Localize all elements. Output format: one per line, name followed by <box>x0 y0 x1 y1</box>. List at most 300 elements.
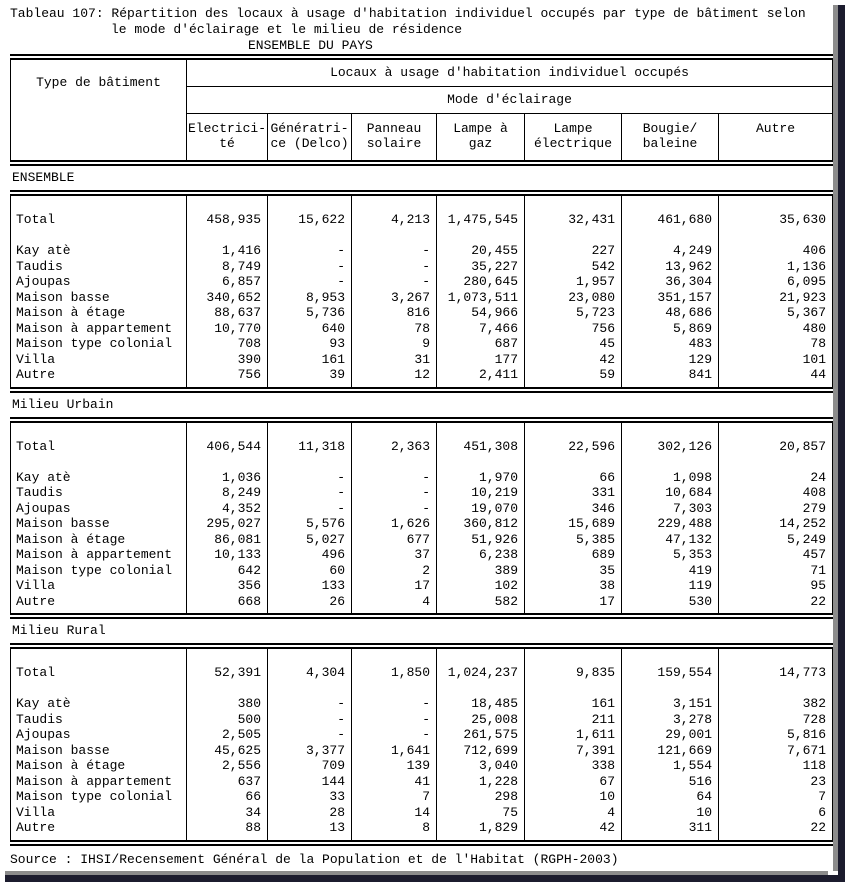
data-cell: 14,252 <box>779 516 826 531</box>
data-cell: - <box>337 727 345 742</box>
data-cell: 64 <box>696 789 712 804</box>
data-cell: 261,575 <box>463 727 518 742</box>
data-cell: 3,040 <box>478 758 518 773</box>
value-column <box>622 196 719 387</box>
data-cell: 78 <box>414 320 430 336</box>
data-cell: 47,132 <box>665 531 712 547</box>
value-column <box>187 196 268 387</box>
row-label: Maison basse <box>16 516 110 531</box>
data-cell: 1,475,545 <box>447 212 518 227</box>
data-cell: 419 <box>688 562 712 578</box>
data-cell <box>352 228 436 244</box>
data-cell: 22,596 <box>568 438 615 454</box>
type-column <box>11 423 187 614</box>
row-header-cell: Type de bâtiment <box>11 60 187 160</box>
row-label: Maison type colonial <box>16 336 173 351</box>
data-cell: - <box>422 274 430 289</box>
column-header-line: solaire <box>366 136 422 151</box>
data-cell: 642 <box>237 562 261 578</box>
data-cell: 8,249 <box>221 485 261 500</box>
data-cell: 14,773 <box>779 665 826 680</box>
data-cell: 21,923 <box>779 289 826 305</box>
data-cell: 23 <box>810 773 826 789</box>
data-cell <box>268 681 351 697</box>
title-line-1: Tableau 107: Répartition des locaux à usage d'habitation individuel occupés par type de bâtiment selon <box>10 6 806 21</box>
column-header-line: Génératri- <box>270 121 349 136</box>
data-cell: 75 <box>502 804 518 820</box>
data-cell <box>187 681 267 697</box>
row-label: Maison à appartement <box>16 320 173 336</box>
row-label: Villa <box>16 351 56 367</box>
data-cell: - <box>422 711 430 727</box>
data-cell: 95 <box>810 578 826 593</box>
data-cell: 668 <box>237 593 261 609</box>
data-cell: 88,637 <box>214 305 261 320</box>
data-cell: 279 <box>802 500 826 516</box>
data-cell: 4,304 <box>305 665 345 680</box>
data-cell: 457 <box>802 547 826 562</box>
value-column <box>525 196 622 387</box>
data-cell: 3,267 <box>390 289 430 305</box>
data-cell: 10 <box>696 804 712 820</box>
data-cell: 15,689 <box>568 516 615 531</box>
data-cell: 17 <box>414 578 430 593</box>
data-cell <box>352 681 436 697</box>
data-cell: 39 <box>329 367 345 382</box>
data-cell: 67 <box>599 773 615 789</box>
data-cell: 37 <box>414 547 430 562</box>
data-cell: 1,970 <box>478 469 518 485</box>
data-cell: 542 <box>591 258 615 274</box>
data-cell: 22 <box>810 820 826 835</box>
column-headers-row <box>187 114 833 160</box>
data-cell: 10 <box>599 789 615 804</box>
data-cell: 331 <box>591 485 615 500</box>
column-header <box>352 114 437 160</box>
data-cell: - <box>337 485 345 500</box>
data-cell: 687 <box>494 336 518 351</box>
column-header <box>622 114 719 160</box>
data-cell: 20,455 <box>471 243 518 258</box>
row-label: Taudis <box>16 711 63 727</box>
column-header-line: té <box>219 136 235 151</box>
data-cell: - <box>422 500 430 516</box>
row-label: Total <box>16 438 56 454</box>
data-cell: 1,641 <box>390 742 430 758</box>
data-cell: 1,136 <box>786 258 826 274</box>
value-column <box>268 196 352 387</box>
row-label: Ajoupas <box>16 274 71 289</box>
header-right-region <box>187 60 833 160</box>
data-cell: 2,505 <box>221 727 261 742</box>
value-column <box>187 423 268 614</box>
data-cell: 298 <box>494 789 518 804</box>
data-cell: 227 <box>591 243 615 258</box>
data-cell: - <box>422 696 430 711</box>
bottom-edge-dark-bar <box>5 875 845 882</box>
data-cell: 211 <box>591 711 615 727</box>
data-cell <box>437 228 524 244</box>
data-cell <box>187 454 267 470</box>
value-column <box>352 196 437 387</box>
data-cell: 10,684 <box>665 485 712 500</box>
column-header <box>268 114 352 160</box>
header-group-1: Locaux à usage d'habitation individuel occupés <box>187 60 833 87</box>
data-cell: 712,699 <box>463 742 518 758</box>
data-cell: 728 <box>802 711 826 727</box>
data-cell: 295,027 <box>206 516 261 531</box>
data-cell: 35,227 <box>471 258 518 274</box>
row-label: Ajoupas <box>16 500 71 516</box>
value-column <box>187 649 268 840</box>
data-cell: 52,391 <box>214 665 261 680</box>
value-column <box>622 423 719 614</box>
data-cell: 311 <box>688 820 712 835</box>
data-cell <box>719 681 832 697</box>
data-cell: - <box>337 258 345 274</box>
value-column <box>622 649 719 840</box>
type-column <box>11 649 187 840</box>
data-cell: 5,367 <box>786 305 826 320</box>
data-cell: 1,554 <box>672 758 712 773</box>
column-header-line: ce (Delco) <box>270 136 349 151</box>
column-header <box>187 114 268 160</box>
data-cell: 8,749 <box>221 258 261 274</box>
data-cell: 406,544 <box>206 438 261 454</box>
column-header-line: Lampe à <box>453 121 508 136</box>
data-cell: 60 <box>329 562 345 578</box>
data-cell: 23,080 <box>568 289 615 305</box>
data-cell: 101 <box>802 351 826 367</box>
row-label: Maison basse <box>16 742 110 758</box>
data-cell: 841 <box>688 367 712 382</box>
data-cell: - <box>422 243 430 258</box>
data-cell: 7 <box>818 789 826 804</box>
data-cell: - <box>422 469 430 485</box>
row-label <box>11 454 186 470</box>
data-cell: 4,213 <box>390 212 430 227</box>
section-label: ENSEMBLE <box>12 170 75 185</box>
section-label: Milieu Urbain <box>12 396 114 412</box>
data-cell: 44 <box>810 367 826 382</box>
data-cell <box>437 681 524 697</box>
table-sections <box>10 166 833 846</box>
data-cell: 3,377 <box>305 742 345 758</box>
row-label: Total <box>16 212 56 227</box>
data-cell: 451,308 <box>463 438 518 454</box>
data-cell: 389 <box>494 562 518 578</box>
title-line-2: le mode d'éclairage et le milieu de résidence <box>111 22 463 37</box>
data-cell: 5,576 <box>305 516 345 531</box>
data-cell: 71 <box>810 562 826 578</box>
data-cell: 66 <box>245 789 261 804</box>
column-header <box>525 114 622 160</box>
data-cell: 41 <box>414 773 430 789</box>
data-cell: 380 <box>237 696 261 711</box>
title-line-3: ENSEMBLE DU PAYS <box>248 38 373 53</box>
data-cell: 6,095 <box>786 274 826 289</box>
data-cell: 390 <box>237 351 261 367</box>
data-cell: 31 <box>414 351 430 367</box>
data-cell: 66 <box>599 469 615 485</box>
data-cell: 7,391 <box>575 742 615 758</box>
row-label: Taudis <box>16 485 63 500</box>
column-header-line: Panneau <box>366 121 422 136</box>
column-header-line: électrique <box>533 136 612 151</box>
data-cell: 93 <box>329 336 345 351</box>
value-column <box>437 196 525 387</box>
data-cell: 24 <box>810 469 826 485</box>
data-cell: 118 <box>802 758 826 773</box>
data-cell: 5,869 <box>672 320 712 336</box>
row-label: Maison à appartement <box>16 547 173 562</box>
data-cell: 5,723 <box>575 305 615 320</box>
value-column <box>268 649 352 840</box>
right-edge-dark-bar <box>838 5 845 882</box>
data-cell: 480 <box>802 320 826 336</box>
column-header-line <box>719 136 832 151</box>
column-header-line: gaz <box>468 136 493 151</box>
value-column <box>525 649 622 840</box>
data-cell: 4,352 <box>221 500 261 516</box>
row-label: Villa <box>16 804 56 820</box>
data-cell: 129 <box>688 351 712 367</box>
data-cell: 121,669 <box>657 742 712 758</box>
data-cell <box>437 454 524 470</box>
data-cell <box>268 454 351 470</box>
row-label: Kay atè <box>16 243 71 258</box>
data-cell: 5,249 <box>786 531 826 547</box>
data-cell: 1,098 <box>672 469 712 485</box>
data-cell: 22 <box>810 593 826 609</box>
data-cell: 1,611 <box>575 727 615 742</box>
data-cell: 29,001 <box>665 727 712 742</box>
data-cell: 338 <box>591 758 615 773</box>
row-label: Maison à étage <box>16 305 126 320</box>
data-grid <box>10 196 833 387</box>
row-label: Maison à appartement <box>16 773 173 789</box>
value-column <box>525 423 622 614</box>
data-cell: 302,126 <box>657 438 712 454</box>
data-cell: 2,556 <box>221 758 261 773</box>
row-label: Taudis <box>16 258 63 274</box>
table-header <box>10 60 833 160</box>
column-header-line: Autre <box>755 121 795 136</box>
data-cell: 4 <box>422 593 430 609</box>
row-label: Autre <box>16 820 56 835</box>
row-label: Maison type colonial <box>16 789 173 804</box>
value-column <box>719 196 833 387</box>
data-grid <box>10 423 833 614</box>
data-cell <box>622 228 718 244</box>
data-cell: 8 <box>422 820 430 835</box>
data-cell: 36,304 <box>665 274 712 289</box>
column-header <box>437 114 525 160</box>
data-cell: 5,353 <box>672 547 712 562</box>
table-title <box>10 0 833 54</box>
data-cell: - <box>337 711 345 727</box>
source-note: Source : IHSI/Recensement Général de la Population et de l'Habitat (RGPH-2003) <box>10 851 619 867</box>
data-cell: 33 <box>329 789 345 804</box>
data-cell: 6 <box>818 804 826 820</box>
data-cell: 7,303 <box>672 500 712 516</box>
data-cell: 677 <box>406 531 430 547</box>
data-cell: 18,485 <box>471 696 518 711</box>
column-header <box>719 114 833 160</box>
data-cell: 7,671 <box>786 742 826 758</box>
data-cell: 346 <box>591 500 615 516</box>
data-cell: - <box>422 727 430 742</box>
row-label: Maison à étage <box>16 531 126 547</box>
data-cell: 5,027 <box>305 531 345 547</box>
data-cell: 689 <box>591 547 615 562</box>
type-column <box>11 196 187 387</box>
data-cell: 13 <box>329 820 345 835</box>
data-cell: 59 <box>599 367 615 382</box>
data-cell: 1,228 <box>478 773 518 789</box>
data-cell: 42 <box>599 820 615 835</box>
data-cell: 461,680 <box>657 212 712 227</box>
data-cell: 530 <box>688 593 712 609</box>
data-cell: 9 <box>422 336 430 351</box>
data-cell: - <box>337 243 345 258</box>
data-cell: 2 <box>422 562 430 578</box>
section-label: Milieu Rural <box>12 623 106 638</box>
data-cell: - <box>337 500 345 516</box>
data-cell: 496 <box>321 547 345 562</box>
data-cell: 360,812 <box>463 516 518 531</box>
data-cell: 48,686 <box>665 305 712 320</box>
data-cell: 51,926 <box>471 531 518 547</box>
data-cell: 351,157 <box>657 289 712 305</box>
value-column <box>719 649 833 840</box>
data-cell: 3,278 <box>672 711 712 727</box>
data-cell: 1,829 <box>478 820 518 835</box>
header-group-2: Mode d'éclairage <box>187 87 833 114</box>
data-cell: 25,008 <box>471 711 518 727</box>
data-cell: 159,554 <box>657 665 712 680</box>
data-cell: 637 <box>237 773 261 789</box>
data-cell: 516 <box>688 773 712 789</box>
data-cell: 15,622 <box>298 212 345 227</box>
data-cell: 280,645 <box>463 274 518 289</box>
data-cell: 3,151 <box>672 696 712 711</box>
data-cell: 35,630 <box>779 212 826 227</box>
data-cell <box>622 454 718 470</box>
data-cell: 6,238 <box>478 547 518 562</box>
data-cell: 34 <box>245 804 261 820</box>
data-cell: 582 <box>494 593 518 609</box>
data-cell: - <box>337 274 345 289</box>
row-label: Ajoupas <box>16 727 71 742</box>
data-cell <box>525 228 621 244</box>
data-cell <box>268 228 351 244</box>
data-cell <box>352 454 436 470</box>
row-label <box>11 228 186 244</box>
data-cell: 1,850 <box>390 665 430 680</box>
row-label: Maison à étage <box>16 758 126 773</box>
value-column <box>719 423 833 614</box>
data-cell: 78 <box>810 336 826 351</box>
row-label: Maison basse <box>16 289 110 305</box>
row-label: Villa <box>16 578 56 593</box>
data-cell: 54,966 <box>471 305 518 320</box>
data-cell <box>187 228 267 244</box>
data-cell: 1,024,237 <box>447 665 518 680</box>
data-cell: 45 <box>599 336 615 351</box>
data-cell: 382 <box>802 696 826 711</box>
data-cell: - <box>422 258 430 274</box>
data-cell: 7,466 <box>478 320 518 336</box>
data-cell: 5,816 <box>786 727 826 742</box>
data-cell: 86,081 <box>214 531 261 547</box>
column-header-line: Bougie/ <box>642 121 698 136</box>
data-cell: 42 <box>599 351 615 367</box>
data-cell: - <box>422 485 430 500</box>
data-cell: 32,431 <box>568 212 615 227</box>
value-column <box>437 423 525 614</box>
data-cell: 1,036 <box>221 469 261 485</box>
data-cell: 20,857 <box>779 438 826 454</box>
data-cell: 26 <box>329 593 345 609</box>
data-cell: 1,416 <box>221 243 261 258</box>
data-cell: 356 <box>237 578 261 593</box>
data-cell: 4 <box>607 804 615 820</box>
data-cell: 119 <box>688 578 712 593</box>
data-cell: 340,652 <box>206 289 261 305</box>
data-cell: - <box>337 696 345 711</box>
data-cell: 483 <box>688 336 712 351</box>
data-cell <box>525 681 621 697</box>
value-column <box>352 649 437 840</box>
data-cell: 13,962 <box>665 258 712 274</box>
data-cell: 708 <box>237 336 261 351</box>
data-cell: 756 <box>591 320 615 336</box>
data-cell: 1,626 <box>390 516 430 531</box>
data-cell: 229,488 <box>657 516 712 531</box>
data-cell: 14 <box>414 804 430 820</box>
data-cell: 1,957 <box>575 274 615 289</box>
data-cell: 10,133 <box>214 547 261 562</box>
row-label: Kay atè <box>16 696 71 711</box>
data-cell: 28 <box>329 804 345 820</box>
data-cell: 11,318 <box>298 438 345 454</box>
table-content <box>10 0 833 868</box>
row-label: Autre <box>16 593 56 609</box>
data-cell: 35 <box>599 562 615 578</box>
data-cell: 12 <box>414 367 430 382</box>
data-cell: 2,363 <box>390 438 430 454</box>
data-cell: 17 <box>599 593 615 609</box>
row-label: Maison type colonial <box>16 562 173 578</box>
data-cell <box>525 454 621 470</box>
data-cell: 133 <box>321 578 345 593</box>
value-column <box>352 423 437 614</box>
data-cell: 406 <box>802 243 826 258</box>
data-cell: 5,385 <box>575 531 615 547</box>
data-cell: 500 <box>237 711 261 727</box>
data-cell: 38 <box>599 578 615 593</box>
data-cell: 10,219 <box>471 485 518 500</box>
data-cell: 7 <box>422 789 430 804</box>
data-cell <box>719 454 832 470</box>
data-cell: 161 <box>321 351 345 367</box>
data-cell: 161 <box>591 696 615 711</box>
data-cell: 709 <box>321 758 345 773</box>
column-header-line: baleine <box>642 136 698 151</box>
data-cell: 5,736 <box>305 305 345 320</box>
data-cell: 756 <box>237 367 261 382</box>
